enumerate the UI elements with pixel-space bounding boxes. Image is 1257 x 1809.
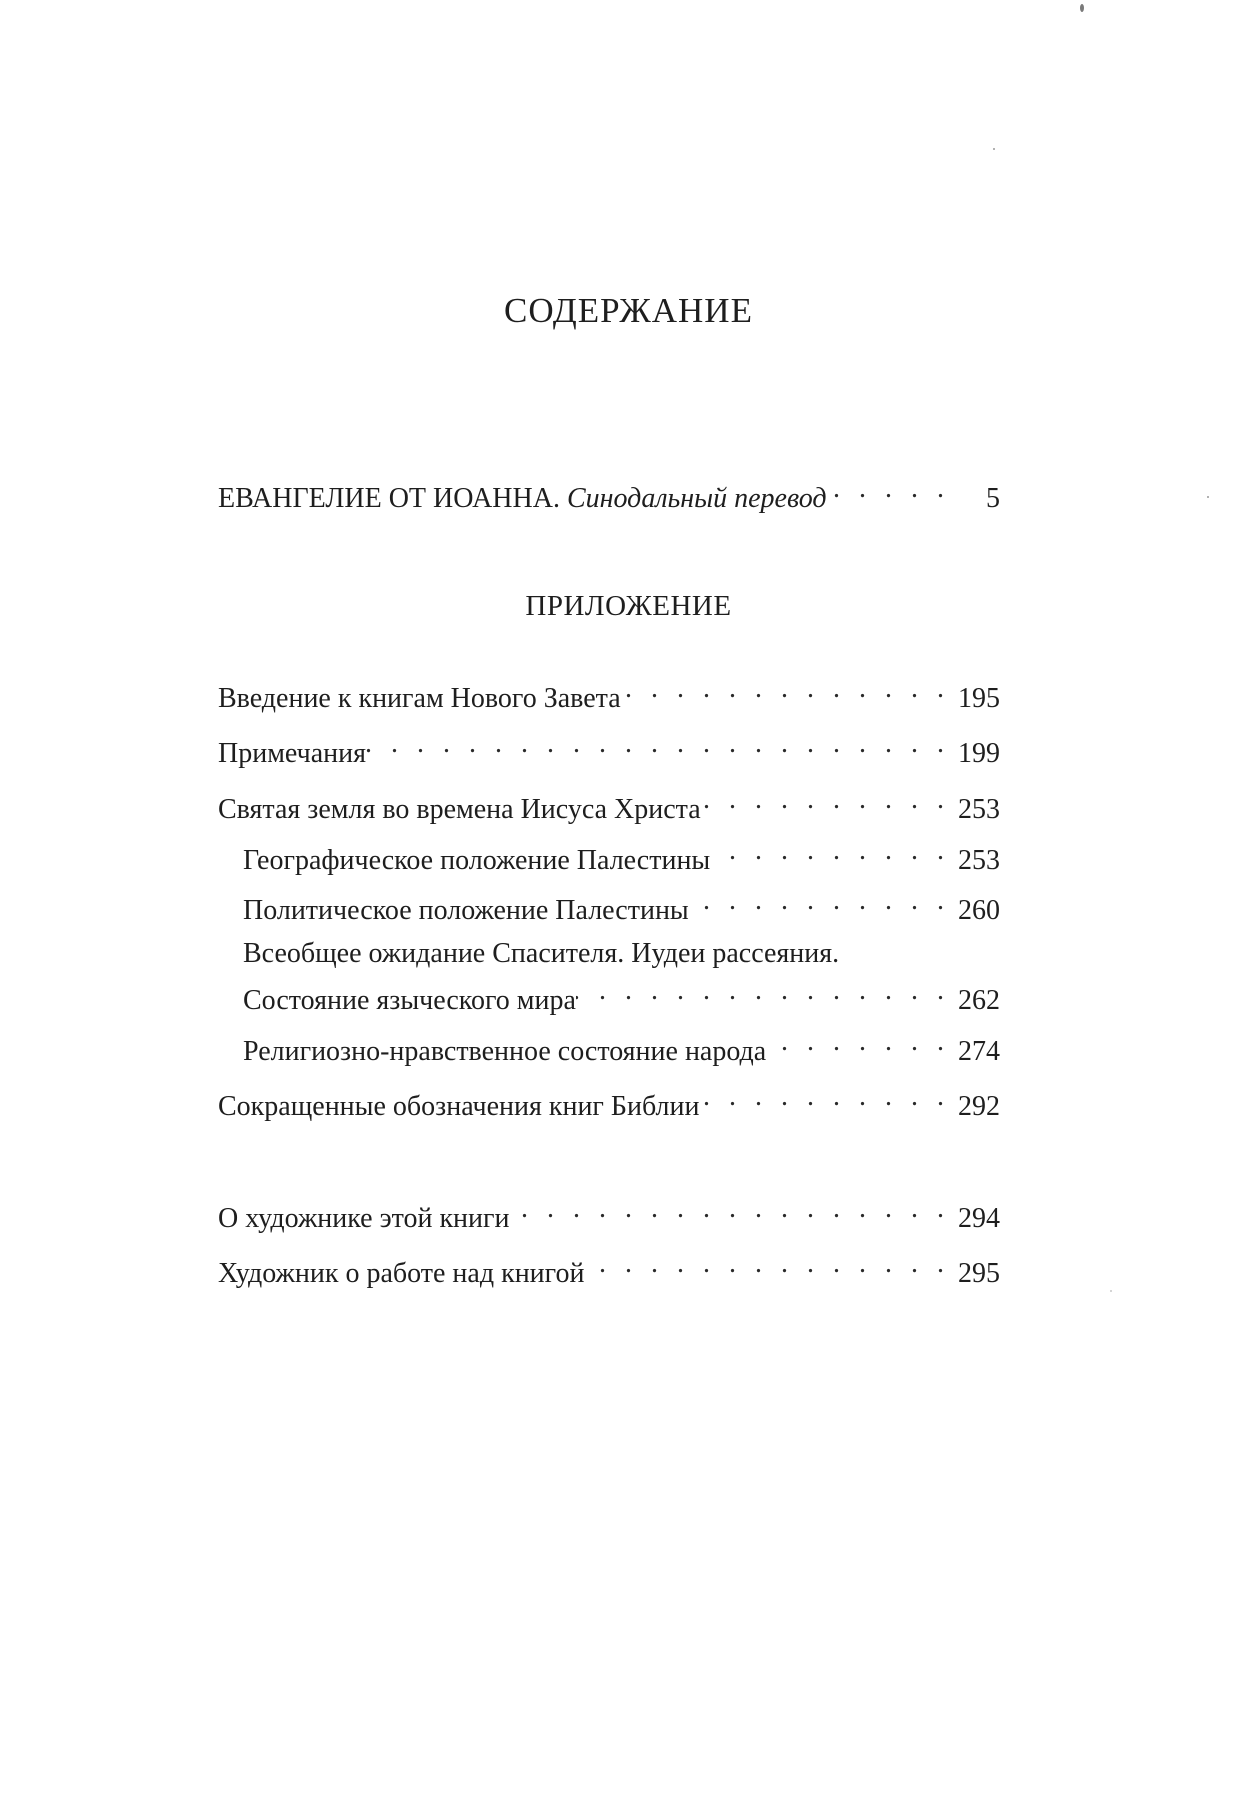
toc-entry-main-label: ЕВАНГЕЛИЕ ОТ ИОАННА. <box>218 483 560 514</box>
toc-entry-main-subtitle: Синодальный перевод <box>566 483 827 514</box>
toc-entry-label: Политическое положение Палестины <box>243 895 689 926</box>
dot-leader <box>699 1079 958 1115</box>
toc-entry-label: Географическое положение Палестины <box>243 845 711 876</box>
toc-entry-label: Примечания <box>218 738 367 769</box>
dot-leader <box>710 833 958 869</box>
toc-entry-page: 5 <box>986 483 1000 514</box>
dot-leader <box>576 973 958 1009</box>
toc-entry-label: О художнике этой книги <box>218 1203 510 1234</box>
paper-speck <box>1110 1290 1112 1292</box>
toc-subentry <box>243 973 1000 1019</box>
toc-entry-page: 195 <box>958 683 1000 714</box>
toc-entry <box>218 782 1000 828</box>
toc-entry-page: 274 <box>958 1036 1000 1067</box>
paper-speck <box>993 148 995 150</box>
paper-speck <box>1080 4 1084 12</box>
toc-entry-page: 292 <box>958 1091 1000 1122</box>
toc-entry-page: 253 <box>958 845 1000 876</box>
toc-entry-label <box>218 481 827 517</box>
toc-entry-label: Святая земля во времена Иисуса Христа <box>218 794 701 825</box>
toc-entry-label: Религиозно-нравственное состояние народа <box>243 1036 767 1067</box>
toc-entry <box>218 1191 1000 1237</box>
contents-title: СОДЕРЖАНИЕ <box>504 291 753 330</box>
toc-entry-label: Введение к книгам Нового Завета <box>218 683 621 714</box>
toc-entry-main <box>218 471 1000 517</box>
toc-entry-page: 295 <box>958 1258 1000 1289</box>
toc-subentry <box>243 883 1000 929</box>
paper-speck <box>1207 496 1209 498</box>
toc-entry-page: 253 <box>958 794 1000 825</box>
dot-leader <box>689 883 958 919</box>
toc-subentry <box>243 833 1000 879</box>
dot-leader <box>510 1191 959 1227</box>
toc-entry-page: 260 <box>958 895 1000 926</box>
toc-entry-page: 294 <box>958 1203 1000 1234</box>
toc-entry-label: Художник о работе над книгой <box>218 1258 585 1289</box>
dot-leader <box>832 471 958 507</box>
dot-leader <box>584 1246 958 1282</box>
toc-entry <box>218 671 1000 717</box>
dot-leader <box>766 1024 958 1060</box>
toc-entry <box>218 1246 1000 1292</box>
dot-leader <box>701 782 958 818</box>
toc-subentry-label-line1: Всеобщее ожидание Спасителя. Иудеи рассеяния. <box>243 938 840 969</box>
toc-entry-page: 262 <box>958 985 1000 1016</box>
toc-entry-page: 199 <box>958 738 1000 769</box>
dot-leader <box>366 726 958 762</box>
dot-leader <box>621 671 958 707</box>
appendix-title: ПРИЛОЖЕНИЕ <box>525 590 732 622</box>
toc-entry-label: Сокращенные обозначения книг Библии <box>218 1091 700 1122</box>
toc-entry <box>218 1079 1000 1125</box>
toc-subentry <box>243 1024 1000 1070</box>
toc-entry <box>218 726 1000 772</box>
toc-entry-label: Состояние языческого мира <box>243 985 576 1016</box>
